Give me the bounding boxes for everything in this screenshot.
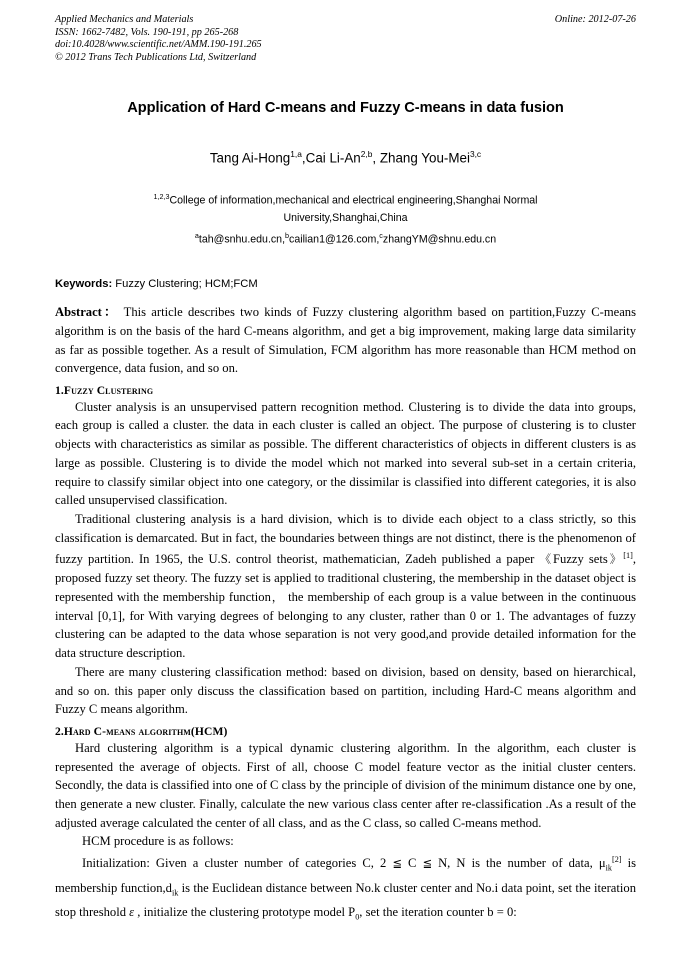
s2-p3-part-f: , initialize the clustering prototype model P [134,904,356,919]
author-name-3: Zhang You-Mei [379,150,470,166]
journal-name: Applied Mechanics and Materials [55,14,194,25]
citation-ref-1: [1] [623,551,633,561]
issn-line: ISSN: 1662-7482, Vols. 190-191, pp 265-268 [55,26,239,38]
s1-p2-part-a: Traditional clustering analysis is a hard division, which is to divide each object to a class strictly, so this classification is demarcated. But in fact, the boundaries between things are not distinct, there is the phenomenon of fuzzy partition. In 1965, the U.S. control theorist, mathematician, Zadeh published a paper [55,512,636,567]
quote-close-bracket: 》 [607,552,624,567]
affiliation-line-1 [55,188,636,210]
section-2-paragraph-2: HCM procedure is as follows: [82,834,234,849]
author-separator-1: , [301,150,306,166]
email-marker-c: c [379,231,383,241]
author-list [55,149,636,165]
copyright-line: © 2012 Trans Tech Publications Ltd, Switzerland [55,51,257,63]
less-equal-symbol-1: ≦ [392,856,402,871]
affiliation-text-1: College of information,mechanical and electrical engineering,Shanghai Normal [169,194,538,207]
quote-open-bracket: 《 [539,552,554,567]
author-affil-marker-1: 1,a [290,149,302,160]
s1-p2-part-b: , proposed fuzzy set theory. The fuzzy set is applied to traditional clustering, the membership in the dataset object is represented with the membership function [55,552,636,604]
mu-subscript: ik [605,863,612,873]
section-1-paragraph-3: There are many clustering classification method: based on division, based on density, based on hierarchical, and so on. this paper only discuss the classification based on partition, including Hard-C means algorithm and Fuzzy C means algorithm. [55,664,636,717]
citation-ref-2: [2] [611,855,622,865]
s2-p3-part-a: Initialization: Given a cluster number of categories C, 2 [82,856,393,871]
email-c: zhangYM@shnu.edu.cn [382,233,497,246]
section-heading-1: 1.Fuzzy Clustering [55,383,154,397]
online-date: Online: 2012-07-26 [554,14,636,25]
fullwidth-comma: ， [270,590,285,604]
section-2-paragraph-1: Hard clustering algorithm is a typical dynamic clustering algorithm. In the algorithm, each cluster is represented the average of objects. First of all, choose C model feature vector as the initial cluster centers. Secondly, the data is classified into one of C class by the principle of division of the minimum distance one by one, then generate a new cluster. Finally, calculate the new various class center after re-classification .As a result of the adjusted average calculated the center of all class, and as the C class, so called C-means method. [55,740,636,830]
s2-p3-part-g: , set the iteration counter b = 0: [359,904,517,919]
paper-title: Application of Hard C-means and Fuzzy C-means in data fusion [127,100,564,117]
quote-title: Fuzzy sets [553,552,608,567]
affiliation-line-2: University,Shanghai,China [283,211,408,224]
author-separator-2: , [372,150,380,166]
affiliation-block [55,188,636,250]
section-1-paragraph-2 [55,510,636,663]
s1-p2-part-c: the membership of each group is a value between in the continuous interval [0,1], for With varying degrees of belonging to any cluster, rather than 0 or 1. The advantages of fuzzy clustering can be adapted to the data whose separation is not very good,and provide detailed information for the data structure description. [55,590,636,661]
author-affil-marker-3: 3,c [469,149,482,160]
p-subscript: 0 [355,912,360,922]
less-equal-symbol-2: ≦ [422,856,432,871]
masthead [55,14,636,64]
author-name-1: Tang Ai-Hong [209,150,291,166]
author-name-2: Cai Li-An [305,150,361,166]
s2-p3-part-c: N, N is the number of data, [432,856,599,871]
keywords-value: Fuzzy Clustering; HCM;FCM [112,278,258,291]
email-a: tah@snhu.edu.cn, [198,233,286,246]
epsilon-symbol: ε [129,904,135,919]
keywords-line [55,278,636,290]
section-heading-2: 2.Hard C-means algorithm(HCM) [55,724,228,738]
d-subscript: ik [171,888,179,898]
email-marker-b: b [285,231,290,241]
section-1-paragraph-1: Cluster analysis is an unsupervised pattern recognition method. Clustering is to divide the data into groups, each group is called a cluster. the data in each cluster is called an object. The purpose of clustering is to cluster objects with characteristics as similar as possible. The different characteristics of objects in different clusters is as large as possible. Clustering is to divide the model which not marked into several sub-set in a certain criteria, require to classify similar object into one category, or the dissimilar is classified into different categories, it is also called unsupervised classification. [55,399,636,508]
abstract-label: Abstract： [55,305,119,320]
mu-symbol: μ [598,856,606,871]
masthead-left [55,14,262,64]
s2-p3-part-e: is the Euclidean distance between No.k cluster center and No.i data point, set the iteration stop threshold [55,880,636,919]
s2-p3-part-d: is membership function,d [55,856,636,895]
abstract-text: This article describes two kinds of Fuzzy clustering algorithm based on partition,Fuzzy C-means algorithm is on the basis of the hard C-means algorithm, and get a big improvement, making large data similarity as far as possible together. As a result of Simulation, FCM algorithm has more reasonable than HCM method on convergence, data fusion, and so on. [55,305,636,376]
doi-line: doi:10.4028/www.scientific.net/AMM.190-191.265 [55,39,262,51]
abstract-block [55,303,636,377]
email-line [55,227,636,249]
s2-p3-part-b: C [401,856,423,871]
section-2-paragraph-3 [55,851,636,927]
author-affil-marker-2: 2,b [360,149,373,160]
email-marker-a: a [194,231,199,241]
email-b: cailian1@126.com, [289,233,380,246]
keywords-label: Keywords: [55,278,113,291]
affiliation-marker: 1,2,3 [153,191,170,201]
